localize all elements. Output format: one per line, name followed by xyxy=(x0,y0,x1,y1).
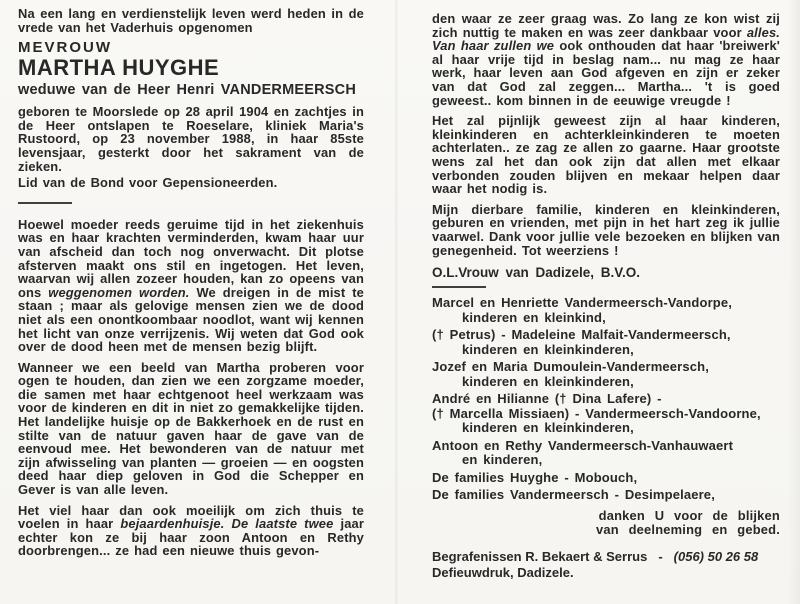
thanks-block xyxy=(432,509,780,538)
left-column xyxy=(18,0,364,558)
family-item-line: André en Hilianne († Dina Lafere) - xyxy=(432,391,662,407)
eulogy-p1-b: We dreigen in de mist te staan ; maar als gelovige mensen zien we de dood niet als een onontkoombaar noodlot, want wij kennen het licht van onze verrijzenis. Wij weten dat God ook over de dood heen met de mensen bezig blijft. xyxy=(18,284,364,355)
divider-rule-right xyxy=(432,286,486,288)
eulogy-paragraph-2: Wanneer we een beeld van Martha proberen voor ogen te houden, dan zien we een zorgzame moeder, die samen met haar echtgenoot heel werkzaam was voor de kinderen en dit in niet zo gemakkelijke tijden. Het landelijke huisje op de Bakkerhoek en de rust en stilte van de natuur gaven haar de gave van de eenvoud mee. Het bewonderen van de natuur met zijn afwisseling van planten — groeien — en oogsten deed haar diep geloven in God die Schepper en Gever is van alle leven. xyxy=(18,359,364,498)
eulogy-p4-b: ook onthouden dat haar 'breiwerk' al haar vrije tijd in beslag nam... nu mag ze haar werk, haar leven aan God afgeven en zijn er zeker van dat God zal zeggen... Martha... 't is goed geweest.. kom binnen in de eeuwige vreugde ! xyxy=(432,38,780,108)
family-list-item xyxy=(432,296,780,325)
eulogy-p1-italic: weggenomen worden. xyxy=(48,284,190,300)
family-item-line: Marcel en Henriette Vandermeersch-Vandorpe, xyxy=(432,295,733,311)
eulogy-p3-a: Het viel haar dan ook moeilijk om zich thuis te voelen in haar xyxy=(18,502,364,532)
printer-line: Defieuwdruk, Dadizele. xyxy=(432,565,574,581)
intro-line: Na een lang en verdienstelijk leven werd heden in de vrede van het Vaderhuis opgenomen xyxy=(18,6,364,35)
family-item-line: († Petrus) - Madeleine Malfait-Vandermeersch, xyxy=(432,327,731,343)
life-dates: geboren te Moorslede op 28 april 1904 en zachtjes in de Heer ontslapen te Roeselare, kliniek Maria's Rustoord, op 23 november 1988, in haar 85ste levensjaar, gesterkt door het sakrament van de zieken. xyxy=(18,104,364,174)
eulogy-paragraph-5: Het zal pijnlijk geweest zijn al haar kinderen, kleinkinderen en achterkleinkinderen te moeten achterlaten.. ze zag ze allen zo gaarne. Haar grootste wens zal het dan ook zijn dat allen met elkaar verbonden zouden blijven en mekaar helpen daar waar het nodig is. xyxy=(432,113,780,197)
family-list xyxy=(432,296,780,503)
family-list-item xyxy=(432,328,780,357)
family-list-item xyxy=(432,439,780,468)
scan-edge-shadow xyxy=(788,0,800,604)
thanks-line-2: van deelneming en gebed. xyxy=(596,522,780,538)
family-item-line: Jozef en Maria Dumoulein-Vandermeersch, xyxy=(432,359,709,375)
eulogy-paragraph-1 xyxy=(18,218,364,354)
membership-line: Lid van de Bond voor Gepensioneerden. xyxy=(18,175,278,191)
eulogy-paragraph-4 xyxy=(432,12,780,107)
family-item-line: († Marcella Missiaen) - Vandermeersch-Vandoorne, xyxy=(432,405,761,421)
eulogy-p1-a: Hoewel moeder reeds geruime tijd in het ziekenhuis was en haar krachten verminderden, kwam haar uur van afscheid dan toch nog onverwacht. Dit plotse afsterven maakt ons stil en ingetogen. Het leven, waarvan wij allen zozeer houden, kan zo opeens van ons xyxy=(18,216,364,300)
family-item-sub: kinderen en kleinkind, xyxy=(462,309,606,325)
dedication-line: O.L.Vrouw van Dadizele, B.V.O. xyxy=(432,265,641,281)
eulogy-paragraph-6: Mijn dierbare familie, kinderen en kleinkinderen, geburen en vrienden, met pijn in het hart zeg ik jullie vaarwel. Dank voor jullie vele bezoeken en blijken van genegenheid. Tot weerziens ! xyxy=(432,201,780,258)
separator-dash: - xyxy=(658,548,663,564)
family-list-item xyxy=(432,488,780,503)
eulogy-p3-b: jaar echter kon ze bij haar zoon Antoon en Rethy doorbrengen... ze had een nieuwe thuis gevon- xyxy=(18,516,364,559)
eulogy-p4-a: den waar ze zeer graag was. Zo lang ze kon wist zij zich nuttig te maken en was zeer dankbaar voor xyxy=(432,11,780,40)
fold-crease xyxy=(395,0,398,604)
family-list-item xyxy=(432,392,780,436)
widow-line: weduwe van de Heer Henri VANDERMEERSCH xyxy=(18,82,357,99)
family-list-item xyxy=(432,471,780,486)
right-column xyxy=(432,0,780,581)
eulogy-paragraph-3 xyxy=(18,504,364,558)
family-item-line: De families Huyghe - Mobouch, xyxy=(432,469,638,485)
funeral-home-line xyxy=(432,550,780,565)
funeral-home-name: Begrafenissen R. Bekaert & Serrus xyxy=(432,548,648,564)
thanks-line-1: danken U voor de blijken xyxy=(598,507,780,523)
funeral-phone: (056) 50 26 58 xyxy=(673,548,759,564)
family-item-sub: kinderen en kleinkinderen, xyxy=(462,341,634,357)
family-item-sub: kinderen en kleinkinderen, xyxy=(462,373,634,389)
divider-rule-left xyxy=(18,202,72,204)
eulogy-p4-italic: alles. Van haar zullen we xyxy=(432,24,780,54)
family-item-line: De families Vandermeersch - Desimpelaere, xyxy=(432,487,715,503)
family-item-sub: kinderen en kleinkinderen, xyxy=(462,420,634,436)
honorific: MEVROUW xyxy=(18,39,112,57)
family-item-sub: en kinderen, xyxy=(462,452,543,468)
family-item-line: Antoon en Rethy Vandermeersch-Vanhauwaert xyxy=(432,437,734,453)
deceased-name: MARTHA HUYGHE xyxy=(18,55,220,81)
eulogy-p3-italic: bejaardenhuisje. De laatste twee xyxy=(120,516,334,532)
family-list-item xyxy=(432,360,780,389)
